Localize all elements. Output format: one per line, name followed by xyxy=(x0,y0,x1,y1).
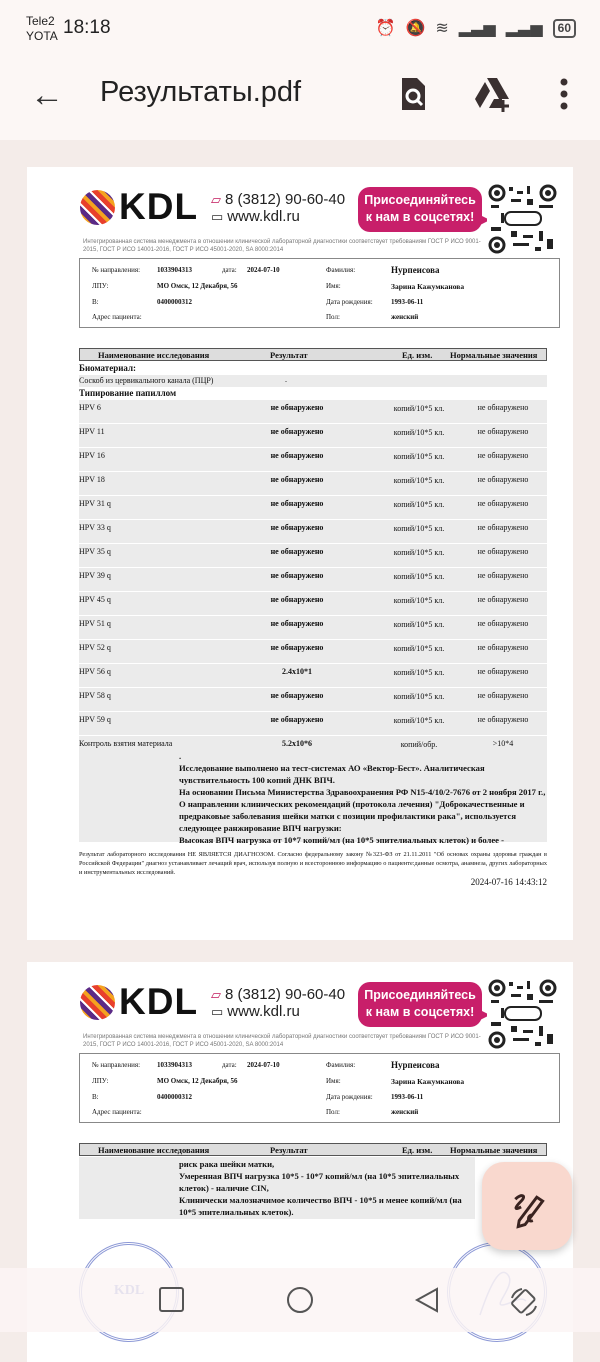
test-norm: не обнаружено xyxy=(477,499,529,508)
test-norm: не обнаружено xyxy=(477,571,529,580)
back-arrow-icon[interactable]: ← xyxy=(30,76,64,114)
rotate-screen-icon[interactable] xyxy=(508,1286,540,1318)
test-unit: копий/10*5 кл. xyxy=(393,404,445,413)
find-in-document-icon[interactable] xyxy=(393,74,433,114)
wifi-icon: ≋ xyxy=(435,20,449,37)
test-unit: копий/10*5 кл. xyxy=(393,596,445,605)
label: № направления: xyxy=(92,266,141,274)
test-unit: копий/10*5 кл. xyxy=(393,500,445,509)
monitor-icon: ▭ xyxy=(211,1004,224,1019)
test-unit: копий/10*5 кл. xyxy=(393,668,445,677)
test-norm: не обнаружено xyxy=(477,427,529,436)
test-norm: не обнаружено xyxy=(477,547,529,556)
test-name: Контроль взятия материала xyxy=(79,739,173,748)
referral-number: 1033904313 xyxy=(157,1061,192,1069)
bell-off-icon: 🔕 xyxy=(405,20,426,37)
promo-line-2: к нам в соцсетях! xyxy=(365,210,475,224)
test-name: HPV 31 q xyxy=(79,499,111,508)
col-unit: Ед. изм. xyxy=(402,350,433,360)
test-result: не обнаружено xyxy=(270,403,324,412)
col-result: Результат xyxy=(270,350,308,360)
method-note: . Исследование выполнено на тест-системах АО «Вектор-Бест». Аналитическая чувствительность 100 копий ДНК ВПЧ. На основании Письма Министерства Здравоохранения РФ N15-4/10/2-7676 от 2 ноября 2017 г., О направлении клинических рекомендаций (протокола лечения) "Доброкачественные и предраковые заболевания шейки матки с позиции профилактики рака", используется следующее ранжирование ВПЧ нагрузки: Высокая ВПЧ нагрузка от 10*7 копий/мл (на 10*5 эпителиальных клеток) и более - xyxy=(79,750,547,842)
test-norm: не обнаружено xyxy=(477,475,529,484)
social-promo-banner xyxy=(358,982,482,1027)
patient-dob: 1993-06-11 xyxy=(391,1093,424,1101)
test-name: HPV 33 q xyxy=(79,523,111,532)
home-button[interactable] xyxy=(286,1286,314,1314)
biomaterial-heading: Биоматериал: xyxy=(79,363,137,373)
battery-icon: 60 xyxy=(553,19,576,38)
pen-scribble-icon xyxy=(482,1162,572,1250)
test-unit: копий/10*5 кл. xyxy=(393,476,445,485)
table-row xyxy=(79,400,547,423)
label: Адрес пациента: xyxy=(92,313,142,321)
test-norm: не обнаружено xyxy=(477,715,529,724)
label: Пол: xyxy=(326,1108,340,1116)
recents-button[interactable] xyxy=(158,1286,186,1314)
website-text: www.kdl.ru xyxy=(227,1003,300,1020)
test-result: не обнаружено xyxy=(270,451,324,460)
back-button[interactable] xyxy=(413,1286,441,1314)
table-row xyxy=(79,424,547,447)
file-title: Результаты.pdf xyxy=(100,76,302,108)
table-row xyxy=(79,712,547,735)
test-name: HPV 11 xyxy=(79,427,105,436)
test-result: не обнаружено xyxy=(270,691,324,700)
table-row xyxy=(79,616,547,639)
alarm-icon: ⏰ xyxy=(375,20,396,37)
promo-line-2: к нам в соцсетях! xyxy=(365,1005,475,1019)
test-norm: не обнаружено xyxy=(477,595,529,604)
test-norm: не обнаружено xyxy=(477,403,529,412)
label: ЛПУ: xyxy=(92,282,109,290)
test-unit: копий/10*5 кл. xyxy=(393,548,445,557)
test-name: HPV 59 q xyxy=(79,715,111,724)
status-icons xyxy=(376,18,576,38)
patient-sex: женский xyxy=(391,1108,419,1116)
label: № направления: xyxy=(92,1061,141,1069)
phone-icon: ▱ xyxy=(211,192,221,207)
save-to-drive-icon[interactable] xyxy=(473,74,513,114)
test-unit: копий/10*5 кл. xyxy=(393,644,445,653)
label: дата: xyxy=(222,266,237,274)
qr-code-icon xyxy=(487,978,558,1050)
col-name: Наименование исследования xyxy=(98,1145,210,1155)
lab-phone xyxy=(211,191,345,208)
report-timestamp: 2024-07-16 14:43:12 xyxy=(470,877,547,887)
status-bar xyxy=(0,0,600,60)
lab-website xyxy=(211,1003,300,1020)
label: Дата рождения: xyxy=(326,298,373,306)
test-result: не обнаружено xyxy=(270,571,324,580)
social-promo-banner xyxy=(358,187,482,232)
test-name: HPV 18 xyxy=(79,475,105,484)
referral-date: 2024-07-10 xyxy=(247,1061,280,1069)
test-norm: не обнаружено xyxy=(477,643,529,652)
promo-line-1: Присоединяйтесь xyxy=(364,988,476,1002)
method-note-continued: риск рака шейки матки, Умеренная ВПЧ нагрузка 10*5 - 10*7 копий/мл (на 10*5 эпителиальных клеток) - наличие CIN, Клинически малозначимое количество ВПЧ - 10*5 и менее копий/мл (на 10*5 эпителиальных клеток). xyxy=(79,1157,475,1219)
table-row xyxy=(79,544,547,567)
iso-certification-text: Интегрированная система менеджмента в отношении клинической лабораторной диагностики соответствует требованиям ГОСТ Р ИСО 9001-2015, ГОСТ Р ИСО 14001-2016, ГОСТ Р ИСО 45001-2020, SA 8000:2014 xyxy=(83,1034,481,1048)
test-name: HPV 52 q xyxy=(79,643,111,652)
test-result: не обнаружено xyxy=(270,595,324,604)
app-bar xyxy=(0,60,600,140)
phone-text: 8 (3812) 90-60-40 xyxy=(225,986,346,1003)
label: Фамилия: xyxy=(326,1061,356,1069)
phone-text: 8 (3812) 90-60-40 xyxy=(225,191,346,208)
col-result: Результат xyxy=(270,1145,308,1155)
biomaterial-value: Соскоб из цервикального канала (ПЦР) xyxy=(79,376,214,385)
table-header xyxy=(79,348,547,361)
test-result: не обнаружено xyxy=(270,523,324,532)
signal-icon-2: ▂▃▅ xyxy=(505,20,543,37)
test-unit: копий/10*5 кл. xyxy=(393,692,445,701)
col-norm: Нормальные значения xyxy=(450,350,538,360)
table-row xyxy=(79,568,547,591)
test-name: HPV 56 q xyxy=(79,667,111,676)
test-unit: копий/10*5 кл. xyxy=(393,452,445,461)
biomaterial-row xyxy=(79,375,547,387)
lab-phone xyxy=(211,986,345,1003)
phone-icon: ▱ xyxy=(211,987,221,1002)
label: дата: xyxy=(222,1061,237,1069)
col-name: Наименование исследования xyxy=(98,350,210,360)
patient-info-box xyxy=(79,258,560,328)
patient-info-box xyxy=(79,1053,560,1123)
patient-surname: Нурпеисова xyxy=(391,1060,440,1070)
test-result: не обнаружено xyxy=(270,475,324,484)
test-result: не обнаружено xyxy=(270,619,324,628)
test-unit: копий/10*5 кл. xyxy=(393,524,445,533)
test-name: HPV 51 q xyxy=(79,619,111,628)
label: В: xyxy=(92,1093,99,1101)
patient-dob: 1993-06-11 xyxy=(391,298,424,306)
annotate-button[interactable] xyxy=(482,1162,572,1250)
kdl-logo-icon xyxy=(80,985,115,1020)
monitor-icon: ▭ xyxy=(211,209,224,224)
test-result: 2.4x10*1 xyxy=(282,667,312,676)
table-row xyxy=(79,472,547,495)
test-name: HPV 6 xyxy=(79,403,101,412)
test-name: HPV 39 q xyxy=(79,571,111,580)
table-header xyxy=(79,1143,547,1156)
referral-date: 2024-07-10 xyxy=(247,266,280,274)
kdl-logo: KDL xyxy=(119,186,199,227)
system-nav-bar xyxy=(0,1268,600,1332)
test-unit: копий/10*5 кл. xyxy=(393,716,445,725)
test-name: HPV 35 q xyxy=(79,547,111,556)
signal-icon: ▂▃▅ xyxy=(458,20,496,37)
kdl-logo-icon xyxy=(80,190,115,225)
patient-name: Зарина Кажумкановa xyxy=(391,282,465,291)
label: В: xyxy=(92,298,99,306)
label: Имя: xyxy=(326,282,341,290)
test-result: не обнаружено xyxy=(270,427,324,436)
test-name: HPV 58 q xyxy=(79,691,111,700)
label: Пол: xyxy=(326,313,340,321)
disclaimer: Результат лабораторного исследования НЕ ЯВЛЯЕТСЯ ДИАГНОЗОМ. Согласно федеральному закону №323-ФЗ от 21.11.2011 "Об основах охраны здоровья граждан в Российской Федерации" диагноз устанавливает лечащий врач, используя полную и всестороннюю информацию о пациенте:данные осмотра, анамнеза, других лабораторных и инструментальных исследований. xyxy=(79,851,547,876)
test-result: не обнаружено xyxy=(270,499,324,508)
label: ЛПУ: xyxy=(92,1077,109,1085)
test-norm: не обнаружено xyxy=(477,619,529,628)
table-row xyxy=(79,688,547,711)
table-row xyxy=(79,496,547,519)
carrier-1: Tele2 xyxy=(26,14,55,28)
biomaterial-result: . xyxy=(285,375,287,384)
v-value: 0400000312 xyxy=(157,298,192,306)
label: Имя: xyxy=(326,1077,341,1085)
patient-sex: женский xyxy=(391,313,419,321)
test-unit: копий/10*5 кл. xyxy=(393,620,445,629)
col-norm: Нормальные значения xyxy=(450,1145,538,1155)
test-norm: не обнаружено xyxy=(477,523,529,532)
kdl-logo: KDL xyxy=(119,981,199,1022)
iso-certification-text: Интегрированная система менеджмента в отношении клинической лабораторной диагностики соответствует требованиям ГОСТ Р ИСО 9001-2015, ГОСТ Р ИСО 14001-2016, ГОСТ Р ИСО 45001-2020, SA 8000:2014 xyxy=(83,239,481,253)
carrier-names xyxy=(26,14,58,44)
test-norm: не обнаружено xyxy=(477,451,529,460)
promo-line-1: Присоединяйтесь xyxy=(364,193,476,207)
typing-heading: Типирование папиллом xyxy=(79,388,177,398)
more-options-icon[interactable] xyxy=(546,74,586,114)
lab-website xyxy=(211,208,300,225)
test-result: не обнаружено xyxy=(270,715,324,724)
test-result: 5.2x10*6 xyxy=(282,739,312,748)
table-row xyxy=(79,664,547,687)
test-norm: не обнаружено xyxy=(477,691,529,700)
test-name: HPV 16 xyxy=(79,451,105,460)
referral-number: 1033904313 xyxy=(157,266,192,274)
table-row xyxy=(79,640,547,663)
table-row xyxy=(79,448,547,471)
website-text: www.kdl.ru xyxy=(227,208,300,225)
label: Фамилия: xyxy=(326,266,356,274)
test-unit: копий/10*5 кл. xyxy=(393,572,445,581)
test-norm: >10*4 xyxy=(492,739,514,748)
test-result: не обнаружено xyxy=(270,547,324,556)
carrier-2: YOTA xyxy=(26,29,58,43)
clock: 18:18 xyxy=(63,17,111,38)
test-name: HPV 45 q xyxy=(79,595,111,604)
test-norm: не обнаружено xyxy=(477,667,529,676)
label: Дата рождения: xyxy=(326,1093,373,1101)
test-unit: копий/обр. xyxy=(400,740,438,749)
lpu-value: МО Омск, 12 Декабря, 56 xyxy=(157,1077,238,1085)
test-result: не обнаружено xyxy=(270,643,324,652)
v-value: 0400000312 xyxy=(157,1093,192,1101)
label: Адрес пациента: xyxy=(92,1108,142,1116)
patient-name: Зарина Кажумкановa xyxy=(391,1077,465,1086)
patient-surname: Нурпеисова xyxy=(391,265,440,275)
col-unit: Ед. изм. xyxy=(402,1145,433,1155)
table-row xyxy=(79,592,547,615)
test-unit: копий/10*5 кл. xyxy=(393,428,445,437)
pdf-page-1[interactable] xyxy=(27,167,573,940)
lpu-value: МО Омск, 12 Декабря, 56 xyxy=(157,282,238,290)
table-row xyxy=(79,520,547,543)
qr-code-icon xyxy=(487,183,558,255)
